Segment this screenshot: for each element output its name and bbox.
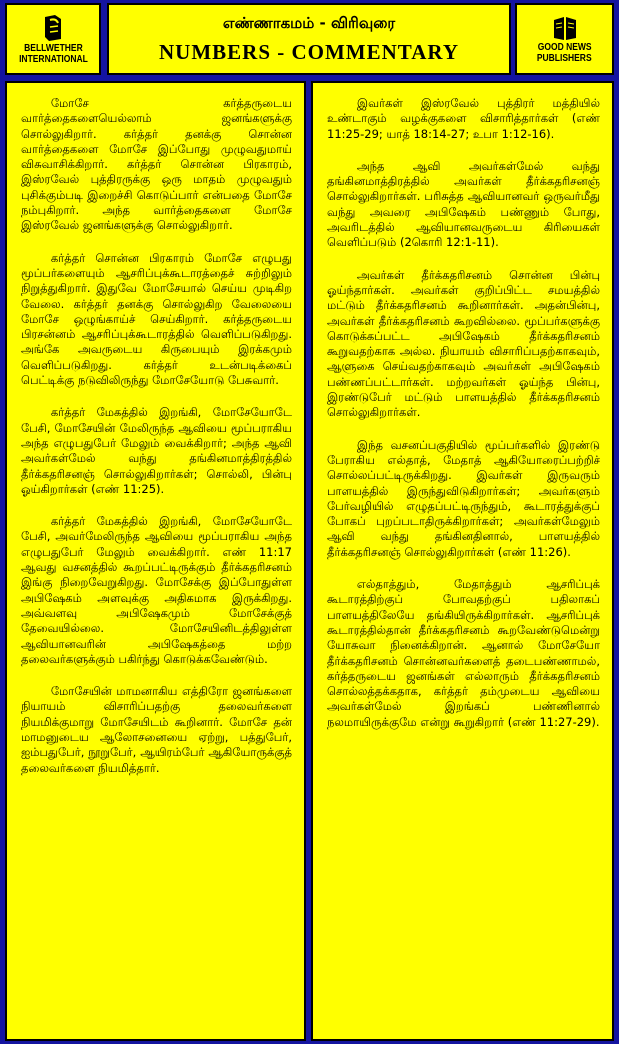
bellwether-ram-logo-icon bbox=[41, 13, 65, 43]
left-paragraph: மோசே கர்த்தருடைய வார்த்தைகளையெல்லாம் ஜனங்களுக்கு சொல்லுகிறார். கர்த்தர் தனக்கு சொன்ன வார்த்தைகளை மோசே இப்போது முழுவதுமாய் விசுவாசிக்கிறார். கர்த்தர் சொன்ன பிரகாரம், இஸ்ரவேல் புத்திரருக்கு ஒரு மாதம் முழுவதும் புசிக்கும்படி இறைச்சி கொடுப்பார் என்பதை மோசே நம்புகிறார். அந்த வார்த்தைகளை மோசே இஸ்ரவேல் ஜனங்களுக்கு சொல்லுகிறார். bbox=[21, 96, 292, 233]
bellwether-logo-line1: BELLWETHER bbox=[23, 43, 83, 54]
left-paragraph: மோசேயின் மாமனாகிய எத்திரோ ஜனங்களை நியாயம் விசாரிப்பதற்கு தலைவர்களை நியமிக்குமாறு மோசேயிடம் கூறினார். மோசே தன் மாமனுடைய ஆலோசனையை ஏற்று, பத்துபேர், ஐம்பதுபேர், நூறுபேர், ஆயிரம்பேர் ஆகியோருக்குத் தலைவர்களை நியமித்தார். bbox=[21, 684, 292, 775]
right-paragraph: அவர்கள் தீர்க்கதரிசனம் சொன்ன பின்பு ஓய்ந்தார்கள். அவர்கள் குறிப்பிட்ட சமயத்தில் மட்டும் தீர்க்கதரிசனம் கூறினார்கள். அதன்பின்பு, அவர்கள் தீர்க்கதரிசனம் கூறவில்லை. மூப்பர்களுக்கு கொடுக்கப்பட்ட அபிஷேகம் தீர்க்கதரிசனம் கூறுவதற்காக அல்ல. நியாயம் விசாரிப்பதற்காகவும், ஆளுகை செய்வதற்காகவும் அவர்கள் அபிஷேகம் பண்ணப்பட்டார்கள். மற்றவர்கள் ஓய்ந்த பின்பு, இரண்டுபேர் மட்டும் பாளயத்தில் தீர்க்கதரிசனம் சொல்லுகிறார்கள். bbox=[327, 267, 600, 420]
right-paragraph: அந்த ஆவி அவர்கள்மேல் வந்து தங்கினமாத்திரத்தில் அவர்கள் தீர்க்கதரிசனஞ் சொல்லுகிறார்கள். பரிசுத்த ஆவியானவர் ஒருவர்மீது வந்து அவரை அபிஷேகம் பண்ணும் போது, அவரிடத்தில் ஆவியானவருடைய கிரியைகள் வெளிப்படும் (2கொரி 12:1-11). bbox=[327, 158, 600, 250]
left-column bbox=[5, 81, 306, 1041]
good-news-bible-logo-icon bbox=[552, 14, 578, 42]
page-title-tamil: எண்ணாகமம் - விரிவுரை bbox=[222, 14, 396, 32]
bellwether-logo-box bbox=[5, 3, 101, 75]
goodnews-logo-box bbox=[515, 3, 614, 75]
left-paragraph: கர்த்தர் மேகத்தில் இறங்கி, மோசேயோடே பேசி, அவர்மேலிருந்த ஆவியை மூப்பராகிய அந்த எழுபதுபேர் மேலும் வைக்கிறார். எண் 11:17 ஆவது வசனத்தில் கூறப்பட்டிருக்கும் தீர்க்கதரிசனம் இங்கு நிறைவேறுகிறது. மோசேக்கு இப்போதுள்ள அபிஷேகம் அளவுக்கு அதிகமாக இருக்கிறது. அவ்வளவு அபிஷேகமும் மோசேக்குத் தேவையில்லை. மோசேயினிடத்திலுள்ள ஆவியானவரின் அபிஷேகத்தை மற்ற தலைவர்களுக்கும் பகிர்ந்து கொடுக்கவேண்டும். bbox=[21, 514, 292, 666]
right-paragraph: இந்த வசனப்பகுதியில் மூப்பர்களில் இரண்டு பேராகிய எல்தாத், மேதாத் ஆகியோரைப்பற்றிச் சொல்லப்பட்டிருக்கிறது. இவர்கள் இருவரும் பாளயத்தில் இருந்துவிடுகிறார்கள்; அவர்களும் பேர்வழியில் எழுதப்பட்டிருந்தும், கூடாரத்துக்குப் போகப் புறப்படாதிருக்கிறார்கள்; அவர்கள்மேலும் ஆவி வந்து தங்கினதினால், பாளயத்தில் தீர்க்கதரிசனஞ் சொல்லுகிறார்கள் (எண் 11:26). bbox=[327, 437, 600, 559]
bellwether-logo-line2: INTERNATIONAL bbox=[18, 54, 88, 65]
right-paragraph: இவர்கள் இஸ்ரவேல் புத்திரர் மத்தியில் உண்டாகும் வழக்குகளை விசாரித்தார்கள் (எண் 11:25-29; யாத் 18:14-27; உபா 1:12-16). bbox=[327, 96, 600, 141]
left-paragraph: கர்த்தர் மேகத்தில் இறங்கி, மோசேயோடே பேசி, மோசேயின் மேலிருந்த ஆவியை மூப்பராகிய அந்த எழுபதுபேர் மேலும் வைக்கிறார்; அந்த ஆவி அவர்கள்மேல் வந்து தங்கினமாத்திரத்தில் தீர்க்கதரிசனஞ் சொல்லுகிறார்கள்; சொல்லி, பின்பு ஓய்கிறார்கள் (எண் 11:25). bbox=[21, 405, 292, 496]
goodnews-logo-line1: GOOD NEWS bbox=[537, 42, 592, 53]
title-box bbox=[107, 3, 511, 75]
right-paragraph: எல்தாத்தும், மேதாத்தும் ஆசரிப்புக் கூடாரத்திற்குப் போவதற்குப் பதிலாகப் பாளயத்திலேயே தங்கியிருக்கிறார்கள். ஆசரிப்புக் கூடாரத்தில்தான் தீர்க்கதரிசனம் கூறவேண்டுமென்று யோசுவா நினைக்கிறான். ஆனால் மோசேயோ தீர்க்கதரிசனம் சொன்னவர்களைத் தடைபண்ணாமல், கர்த்தருடைய ஜனங்கள் எல்லாரும் தீர்க்கதரிசனம் சொல்லத்தக்கதாக, கர்த்தர் தம்முடைய ஆவியை அவர்கள்மேல் இறங்கப் பண்ணினால் நலமாயிருக்குமே என்று கூறுகிறார் (எண் 11:27-29). bbox=[327, 577, 600, 729]
right-column bbox=[311, 81, 614, 1041]
page-title-english: NUMBERS - COMMENTARY bbox=[158, 40, 460, 64]
goodnews-logo-line2: PUBLISHERS bbox=[537, 53, 592, 64]
left-paragraph: கர்த்தர் சொன்ன பிரகாரம் மோசே எழுபது மூப்பர்களையும் ஆசரிப்புக்கூடாரத்தைச் சுற்றிலும் நிறுத்துகிறார். இதுவே மோசேயால் செய்ய முடிகிற வேலை. கர்த்தர் தனக்கு சொல்லுகிற வேலையை மோசே ஒழுங்காய்ச் செய்கிறார். கர்த்தருடைய பிரசன்னம் ஆசரிப்புக்கூடாரத்தில் வெளிப்படுகிறது. அங்கே அவருடைய கிருபையும் இரக்கமும் வெளிப்படுகிறது. கர்த்தர் உடன்படிக்கைப் பெட்டிக்கு நடுவிலிருந்து மோசேயோடு பேசுவார். bbox=[21, 250, 292, 388]
